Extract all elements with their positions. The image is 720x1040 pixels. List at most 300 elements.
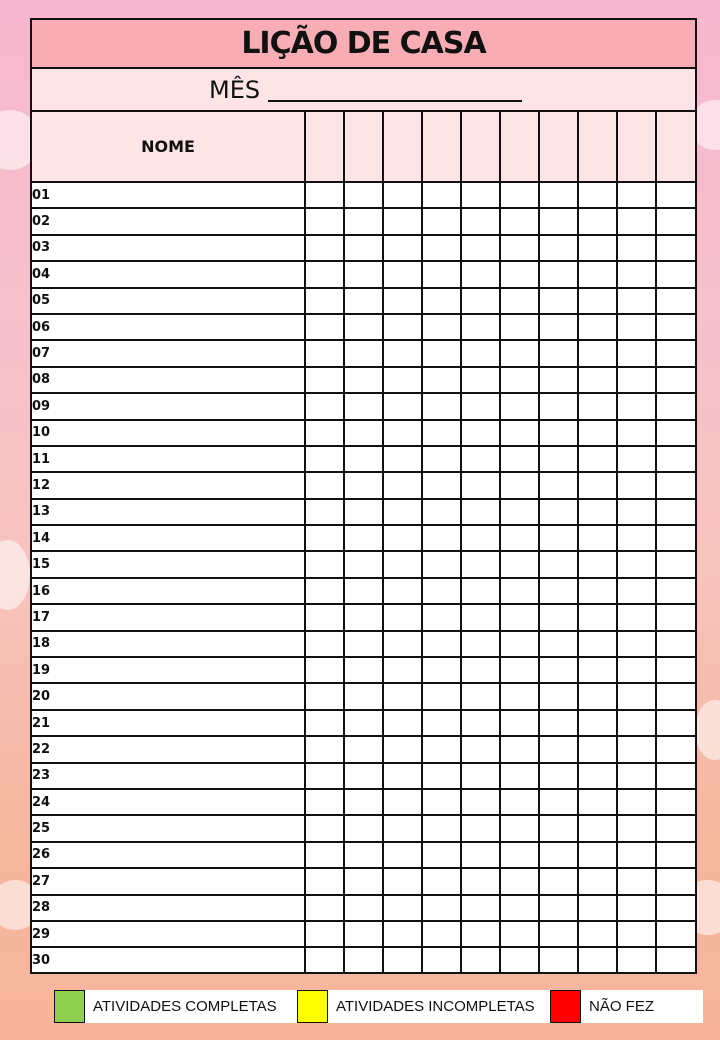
check-cell[interactable]: [344, 789, 383, 815]
check-cell[interactable]: [383, 736, 422, 762]
row-number[interactable]: 26: [32, 842, 305, 868]
check-cell[interactable]: [539, 182, 578, 208]
check-cell[interactable]: [461, 763, 500, 789]
check-cell[interactable]: [578, 261, 617, 287]
row-number[interactable]: 24: [32, 789, 305, 815]
check-cell[interactable]: [344, 683, 383, 709]
row-number[interactable]: 29: [32, 921, 305, 947]
check-cell[interactable]: [305, 683, 344, 709]
check-cell[interactable]: [539, 895, 578, 921]
check-cell[interactable]: [500, 578, 539, 604]
check-cell[interactable]: [383, 789, 422, 815]
check-cell[interactable]: [422, 683, 461, 709]
check-cell[interactable]: [656, 842, 695, 868]
check-cell[interactable]: [305, 763, 344, 789]
check-cell[interactable]: [617, 921, 656, 947]
check-cell[interactable]: [305, 604, 344, 630]
check-cell[interactable]: [578, 604, 617, 630]
check-cell[interactable]: [344, 657, 383, 683]
check-cell[interactable]: [617, 736, 656, 762]
check-cell[interactable]: [383, 710, 422, 736]
check-cell[interactable]: [539, 499, 578, 525]
check-cell[interactable]: [656, 657, 695, 683]
check-cell[interactable]: [344, 472, 383, 498]
check-cell[interactable]: [617, 683, 656, 709]
check-cell[interactable]: [344, 367, 383, 393]
check-cell[interactable]: [422, 261, 461, 287]
row-number[interactable]: 08: [32, 367, 305, 393]
check-cell[interactable]: [344, 314, 383, 340]
check-column-header[interactable]: [617, 112, 656, 182]
check-cell[interactable]: [656, 789, 695, 815]
check-cell[interactable]: [461, 261, 500, 287]
row-number[interactable]: 23: [32, 763, 305, 789]
check-cell[interactable]: [422, 736, 461, 762]
check-cell[interactable]: [578, 472, 617, 498]
check-cell[interactable]: [305, 525, 344, 551]
check-cell[interactable]: [578, 525, 617, 551]
check-cell[interactable]: [578, 763, 617, 789]
row-number[interactable]: 18: [32, 631, 305, 657]
check-cell[interactable]: [383, 288, 422, 314]
check-cell[interactable]: [461, 604, 500, 630]
check-cell[interactable]: [656, 314, 695, 340]
check-cell[interactable]: [656, 631, 695, 657]
check-column-header[interactable]: [383, 112, 422, 182]
check-cell[interactable]: [656, 208, 695, 234]
check-cell[interactable]: [305, 789, 344, 815]
check-cell[interactable]: [344, 420, 383, 446]
check-cell[interactable]: [344, 578, 383, 604]
check-cell[interactable]: [500, 763, 539, 789]
check-cell[interactable]: [539, 472, 578, 498]
check-cell[interactable]: [422, 815, 461, 841]
check-cell[interactable]: [461, 710, 500, 736]
check-cell[interactable]: [578, 631, 617, 657]
check-cell[interactable]: [617, 472, 656, 498]
check-cell[interactable]: [383, 367, 422, 393]
check-cell[interactable]: [383, 235, 422, 261]
check-cell[interactable]: [617, 551, 656, 577]
check-column-header[interactable]: [461, 112, 500, 182]
check-cell[interactable]: [656, 235, 695, 261]
check-cell[interactable]: [383, 947, 422, 972]
check-cell[interactable]: [344, 208, 383, 234]
check-cell[interactable]: [305, 842, 344, 868]
check-cell[interactable]: [578, 420, 617, 446]
check-cell[interactable]: [500, 288, 539, 314]
check-cell[interactable]: [305, 182, 344, 208]
row-number[interactable]: 22: [32, 736, 305, 762]
check-cell[interactable]: [500, 499, 539, 525]
check-cell[interactable]: [344, 446, 383, 472]
check-cell[interactable]: [383, 314, 422, 340]
check-cell[interactable]: [461, 736, 500, 762]
check-cell[interactable]: [617, 710, 656, 736]
check-cell[interactable]: [383, 182, 422, 208]
check-cell[interactable]: [422, 657, 461, 683]
check-cell[interactable]: [383, 815, 422, 841]
check-column-header[interactable]: [422, 112, 461, 182]
check-cell[interactable]: [305, 393, 344, 419]
check-cell[interactable]: [578, 683, 617, 709]
check-cell[interactable]: [617, 208, 656, 234]
check-cell[interactable]: [617, 763, 656, 789]
check-cell[interactable]: [539, 736, 578, 762]
check-cell[interactable]: [617, 789, 656, 815]
check-cell[interactable]: [500, 525, 539, 551]
check-cell[interactable]: [500, 393, 539, 419]
check-cell[interactable]: [578, 551, 617, 577]
check-cell[interactable]: [500, 314, 539, 340]
check-cell[interactable]: [578, 499, 617, 525]
check-cell[interactable]: [500, 842, 539, 868]
check-cell[interactable]: [305, 340, 344, 366]
check-cell[interactable]: [422, 340, 461, 366]
check-cell[interactable]: [617, 895, 656, 921]
check-cell[interactable]: [539, 420, 578, 446]
check-cell[interactable]: [539, 683, 578, 709]
check-cell[interactable]: [461, 631, 500, 657]
check-cell[interactable]: [539, 631, 578, 657]
check-cell[interactable]: [578, 868, 617, 894]
check-cell[interactable]: [539, 657, 578, 683]
check-cell[interactable]: [500, 340, 539, 366]
check-cell[interactable]: [305, 736, 344, 762]
check-cell[interactable]: [656, 340, 695, 366]
check-cell[interactable]: [617, 420, 656, 446]
check-cell[interactable]: [500, 367, 539, 393]
check-cell[interactable]: [500, 921, 539, 947]
check-cell[interactable]: [539, 578, 578, 604]
check-cell[interactable]: [305, 446, 344, 472]
check-cell[interactable]: [617, 578, 656, 604]
check-cell[interactable]: [383, 657, 422, 683]
check-cell[interactable]: [500, 235, 539, 261]
check-cell[interactable]: [500, 261, 539, 287]
check-cell[interactable]: [539, 947, 578, 972]
check-cell[interactable]: [461, 947, 500, 972]
check-cell[interactable]: [656, 472, 695, 498]
check-cell[interactable]: [617, 842, 656, 868]
check-cell[interactable]: [461, 921, 500, 947]
row-number[interactable]: 20: [32, 683, 305, 709]
check-cell[interactable]: [539, 710, 578, 736]
row-number[interactable]: 30: [32, 947, 305, 972]
check-cell[interactable]: [500, 868, 539, 894]
check-cell[interactable]: [305, 367, 344, 393]
check-cell[interactable]: [422, 842, 461, 868]
check-cell[interactable]: [344, 895, 383, 921]
check-cell[interactable]: [305, 895, 344, 921]
check-cell[interactable]: [383, 472, 422, 498]
check-cell[interactable]: [344, 921, 383, 947]
check-cell[interactable]: [578, 710, 617, 736]
check-cell[interactable]: [383, 763, 422, 789]
row-number[interactable]: 21: [32, 710, 305, 736]
check-cell[interactable]: [656, 551, 695, 577]
check-cell[interactable]: [461, 472, 500, 498]
check-cell[interactable]: [539, 446, 578, 472]
check-cell[interactable]: [344, 182, 383, 208]
row-number[interactable]: 11: [32, 446, 305, 472]
check-cell[interactable]: [422, 182, 461, 208]
check-cell[interactable]: [656, 710, 695, 736]
check-cell[interactable]: [305, 868, 344, 894]
check-cell[interactable]: [539, 789, 578, 815]
check-cell[interactable]: [305, 815, 344, 841]
check-cell[interactable]: [422, 551, 461, 577]
check-cell[interactable]: [656, 868, 695, 894]
check-column-header[interactable]: [539, 112, 578, 182]
check-cell[interactable]: [500, 947, 539, 972]
check-cell[interactable]: [656, 367, 695, 393]
check-cell[interactable]: [461, 367, 500, 393]
check-cell[interactable]: [617, 393, 656, 419]
row-number[interactable]: 25: [32, 815, 305, 841]
row-number[interactable]: 14: [32, 525, 305, 551]
check-cell[interactable]: [422, 921, 461, 947]
check-cell[interactable]: [500, 446, 539, 472]
check-column-header[interactable]: [578, 112, 617, 182]
check-cell[interactable]: [344, 340, 383, 366]
check-cell[interactable]: [617, 314, 656, 340]
check-cell[interactable]: [344, 235, 383, 261]
check-cell[interactable]: [500, 710, 539, 736]
month-input-line[interactable]: [268, 78, 522, 102]
check-cell[interactable]: [578, 657, 617, 683]
check-cell[interactable]: [617, 340, 656, 366]
check-cell[interactable]: [617, 525, 656, 551]
row-number[interactable]: 16: [32, 578, 305, 604]
check-cell[interactable]: [344, 763, 383, 789]
check-cell[interactable]: [578, 288, 617, 314]
check-cell[interactable]: [344, 815, 383, 841]
row-number[interactable]: 07: [32, 340, 305, 366]
row-number[interactable]: 10: [32, 420, 305, 446]
check-cell[interactable]: [383, 551, 422, 577]
check-cell[interactable]: [422, 789, 461, 815]
check-cell[interactable]: [422, 393, 461, 419]
check-cell[interactable]: [305, 208, 344, 234]
check-cell[interactable]: [461, 420, 500, 446]
check-cell[interactable]: [461, 314, 500, 340]
check-column-header[interactable]: [344, 112, 383, 182]
check-cell[interactable]: [461, 657, 500, 683]
row-number[interactable]: 27: [32, 868, 305, 894]
check-cell[interactable]: [461, 393, 500, 419]
check-cell[interactable]: [344, 736, 383, 762]
check-cell[interactable]: [539, 314, 578, 340]
check-cell[interactable]: [656, 420, 695, 446]
check-cell[interactable]: [344, 631, 383, 657]
check-cell[interactable]: [578, 367, 617, 393]
check-cell[interactable]: [461, 208, 500, 234]
check-cell[interactable]: [656, 578, 695, 604]
check-cell[interactable]: [461, 288, 500, 314]
row-number[interactable]: 09: [32, 393, 305, 419]
check-cell[interactable]: [578, 815, 617, 841]
check-cell[interactable]: [539, 393, 578, 419]
check-cell[interactable]: [539, 525, 578, 551]
check-cell[interactable]: [344, 393, 383, 419]
check-cell[interactable]: [617, 367, 656, 393]
check-cell[interactable]: [539, 815, 578, 841]
check-cell[interactable]: [305, 551, 344, 577]
check-cell[interactable]: [500, 551, 539, 577]
check-cell[interactable]: [578, 947, 617, 972]
check-cell[interactable]: [383, 631, 422, 657]
check-cell[interactable]: [305, 499, 344, 525]
check-cell[interactable]: [539, 367, 578, 393]
check-cell[interactable]: [383, 683, 422, 709]
check-cell[interactable]: [383, 340, 422, 366]
check-cell[interactable]: [422, 525, 461, 551]
check-cell[interactable]: [539, 604, 578, 630]
check-cell[interactable]: [617, 499, 656, 525]
check-cell[interactable]: [305, 657, 344, 683]
check-cell[interactable]: [578, 789, 617, 815]
check-cell[interactable]: [383, 499, 422, 525]
check-cell[interactable]: [617, 947, 656, 972]
row-number[interactable]: 13: [32, 499, 305, 525]
check-cell[interactable]: [383, 420, 422, 446]
check-cell[interactable]: [422, 763, 461, 789]
check-cell[interactable]: [422, 710, 461, 736]
check-cell[interactable]: [461, 499, 500, 525]
check-cell[interactable]: [344, 868, 383, 894]
check-cell[interactable]: [500, 789, 539, 815]
check-cell[interactable]: [422, 314, 461, 340]
check-cell[interactable]: [305, 420, 344, 446]
check-cell[interactable]: [578, 895, 617, 921]
check-cell[interactable]: [383, 868, 422, 894]
check-cell[interactable]: [617, 657, 656, 683]
check-cell[interactable]: [461, 815, 500, 841]
check-cell[interactable]: [500, 420, 539, 446]
check-cell[interactable]: [539, 842, 578, 868]
check-cell[interactable]: [344, 525, 383, 551]
check-cell[interactable]: [383, 446, 422, 472]
check-column-header[interactable]: [656, 112, 695, 182]
check-cell[interactable]: [500, 472, 539, 498]
check-column-header[interactable]: [305, 112, 344, 182]
check-cell[interactable]: [344, 842, 383, 868]
check-cell[interactable]: [461, 340, 500, 366]
check-cell[interactable]: [461, 868, 500, 894]
check-cell[interactable]: [539, 288, 578, 314]
check-cell[interactable]: [422, 578, 461, 604]
check-cell[interactable]: [500, 736, 539, 762]
check-cell[interactable]: [617, 288, 656, 314]
row-number[interactable]: 04: [32, 261, 305, 287]
check-cell[interactable]: [617, 182, 656, 208]
check-cell[interactable]: [383, 604, 422, 630]
check-cell[interactable]: [617, 815, 656, 841]
check-cell[interactable]: [539, 921, 578, 947]
check-cell[interactable]: [383, 261, 422, 287]
check-cell[interactable]: [422, 604, 461, 630]
check-cell[interactable]: [656, 895, 695, 921]
check-cell[interactable]: [539, 340, 578, 366]
check-cell[interactable]: [578, 235, 617, 261]
row-number[interactable]: 05: [32, 288, 305, 314]
row-number[interactable]: 02: [32, 208, 305, 234]
check-cell[interactable]: [422, 208, 461, 234]
check-cell[interactable]: [344, 499, 383, 525]
check-cell[interactable]: [305, 472, 344, 498]
check-cell[interactable]: [422, 499, 461, 525]
check-cell[interactable]: [578, 393, 617, 419]
check-cell[interactable]: [383, 578, 422, 604]
check-cell[interactable]: [344, 551, 383, 577]
check-cell[interactable]: [539, 261, 578, 287]
check-cell[interactable]: [422, 631, 461, 657]
check-cell[interactable]: [578, 578, 617, 604]
check-cell[interactable]: [656, 393, 695, 419]
check-cell[interactable]: [578, 340, 617, 366]
check-cell[interactable]: [305, 921, 344, 947]
check-cell[interactable]: [383, 393, 422, 419]
check-cell[interactable]: [344, 710, 383, 736]
row-number[interactable]: 06: [32, 314, 305, 340]
check-cell[interactable]: [539, 235, 578, 261]
check-cell[interactable]: [578, 208, 617, 234]
check-cell[interactable]: [305, 235, 344, 261]
check-cell[interactable]: [539, 763, 578, 789]
check-cell[interactable]: [461, 842, 500, 868]
row-number[interactable]: 19: [32, 657, 305, 683]
check-cell[interactable]: [305, 947, 344, 972]
check-cell[interactable]: [539, 551, 578, 577]
check-cell[interactable]: [500, 815, 539, 841]
check-cell[interactable]: [422, 947, 461, 972]
check-cell[interactable]: [422, 446, 461, 472]
check-cell[interactable]: [539, 208, 578, 234]
check-cell[interactable]: [656, 182, 695, 208]
check-cell[interactable]: [656, 736, 695, 762]
check-cell[interactable]: [383, 208, 422, 234]
row-number[interactable]: 01: [32, 182, 305, 208]
check-cell[interactable]: [305, 631, 344, 657]
check-cell[interactable]: [656, 446, 695, 472]
row-number[interactable]: 15: [32, 551, 305, 577]
check-cell[interactable]: [461, 182, 500, 208]
row-number[interactable]: 03: [32, 235, 305, 261]
check-cell[interactable]: [422, 420, 461, 446]
check-cell[interactable]: [656, 525, 695, 551]
check-cell[interactable]: [500, 895, 539, 921]
check-cell[interactable]: [383, 525, 422, 551]
check-cell[interactable]: [656, 604, 695, 630]
check-cell[interactable]: [578, 314, 617, 340]
check-cell[interactable]: [656, 683, 695, 709]
check-cell[interactable]: [344, 261, 383, 287]
check-cell[interactable]: [617, 235, 656, 261]
check-cell[interactable]: [656, 763, 695, 789]
check-cell[interactable]: [500, 683, 539, 709]
row-number[interactable]: 28: [32, 895, 305, 921]
check-cell[interactable]: [422, 472, 461, 498]
check-cell[interactable]: [344, 288, 383, 314]
check-cell[interactable]: [305, 288, 344, 314]
check-cell[interactable]: [383, 895, 422, 921]
check-cell[interactable]: [461, 895, 500, 921]
check-cell[interactable]: [305, 261, 344, 287]
check-cell[interactable]: [656, 815, 695, 841]
check-cell[interactable]: [656, 947, 695, 972]
check-cell[interactable]: [578, 182, 617, 208]
